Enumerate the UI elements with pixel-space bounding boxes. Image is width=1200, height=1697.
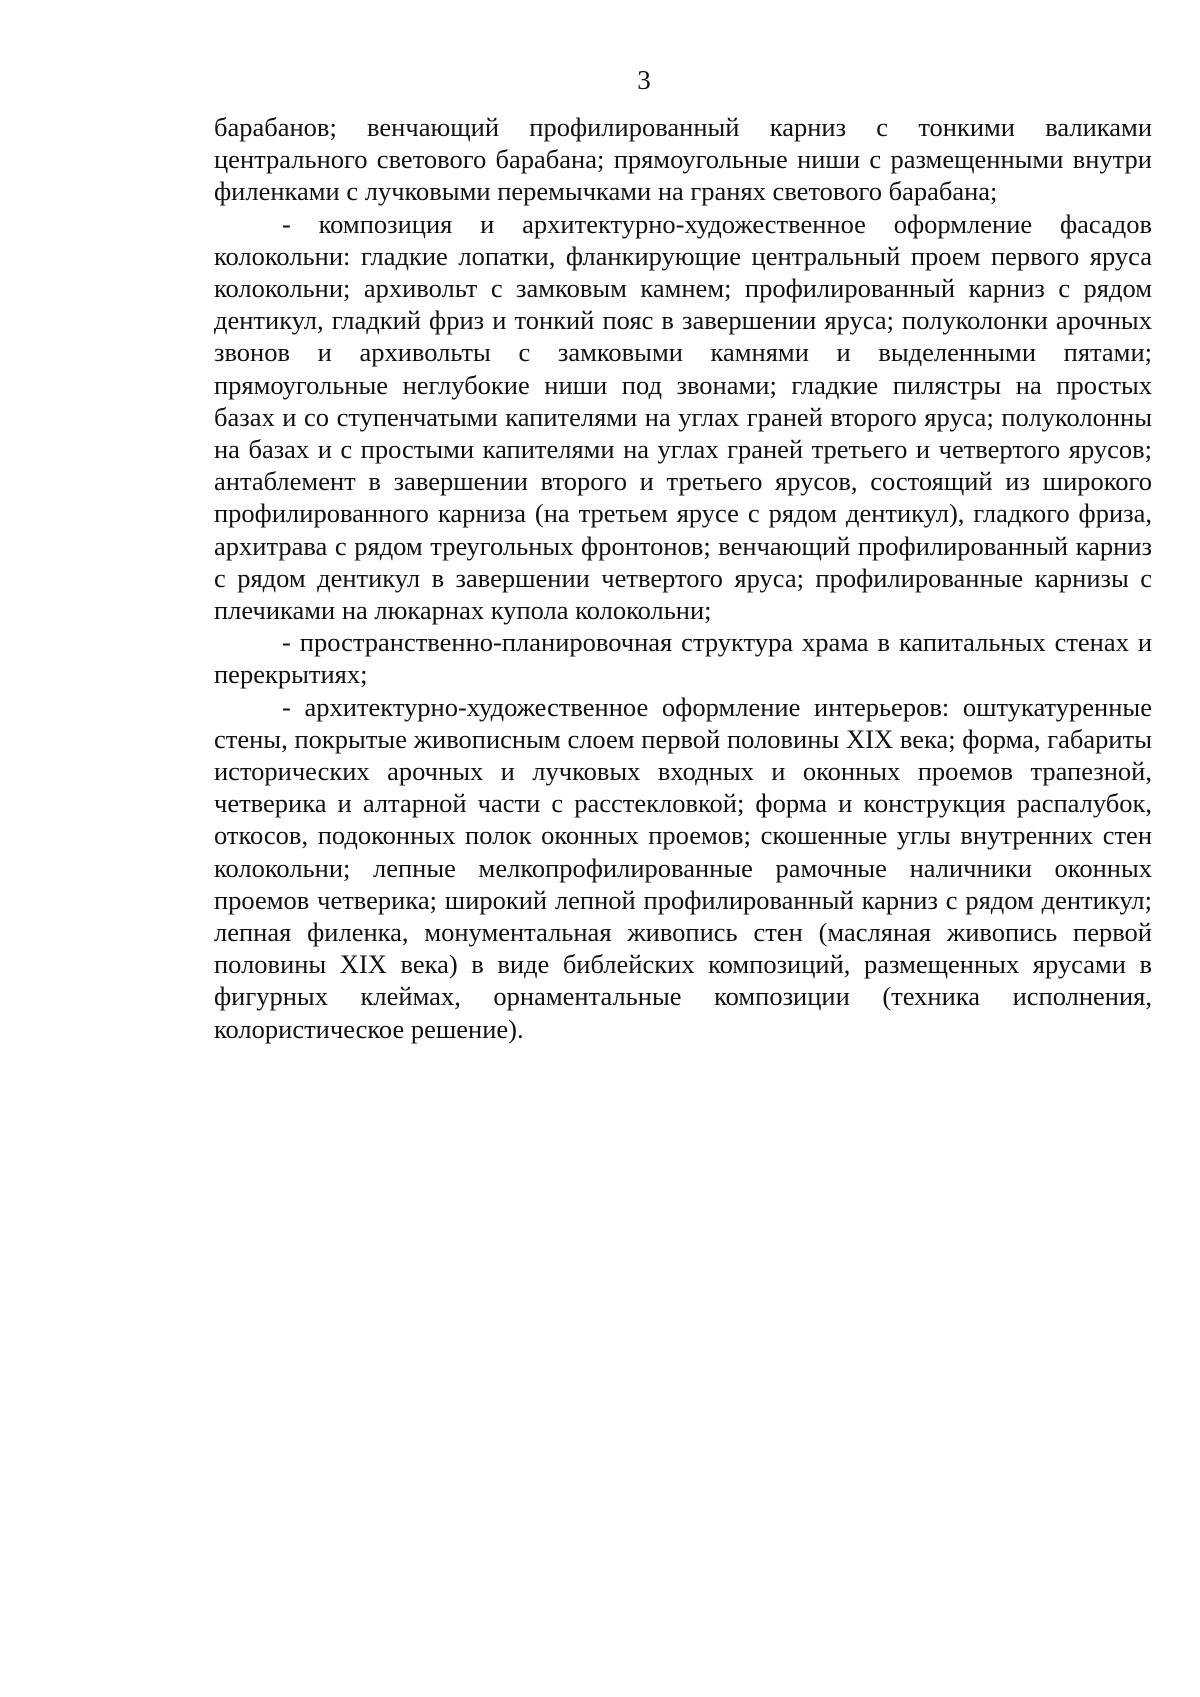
paragraph-drums: барабанов; венчающий профилированный карниз с тонкими валиками центрального светового барабана; прямоугольные ниши с размещенными внутри филенками с лучковыми перемычками на гранях светового барабана; [214, 112, 1152, 207]
page-number: 3 [637, 65, 651, 95]
paragraph-bell-tower-facades: - композиция и архитектурно-художественное оформление фасадов колокольни: гладкие лопатки, фланкирующие центральный проем первого яруса колокольни; архивольт с замковым камнем; профилированный карниз с рядом дентикул, гладкий фриз и тонкий пояс в завершении яруса; полуколонки арочных звонов и архивольты с замковыми камнями и выделенными пятами; прямоугольные неглубокие ниши под звонами; гладкие пилястры на простых базах и со ступенчатыми капителями на углах граней второго яруса; полуколонны на базах и с простыми капителями на углах граней третьего и четвертого ярусов; антаблемент в завершении второго и третьего ярусов, состоящий из широкого профилированного карниза (на третьем ярусе с рядом дентикул), гладкого фриза, архитрава с рядом треугольных фронтонов; венчающий профилированный карниз с рядом дентикул в завершении четвертого яруса; профилированные карнизы с плечиками на люкарнах купола колокольни; [214, 208, 1152, 626]
document-body [214, 111, 1152, 1045]
paragraph-spatial-structure: - пространственно-планировочная структура храма в капитальных стенах и перекрытиях; [214, 627, 1152, 690]
paragraph-interiors: - архитектурно-художественное оформление интерьеров: оштукатуренные стены, покрытые живописным слоем первой половины XIX века; форма, габариты исторических арочных и лучковых входных и оконных проемов трапезной, четверика и алтарной части с расстекловкой; форма и конструкция распалубок, откосов, подоконных полок оконных проемов; скошенные углы внутренних стен колокольни; лепные мелкопрофилированные рамочные наличники оконных проемов четверика; широкий лепной профилированный карниз с рядом дентикул; лепная филенка, монументальная живопись стен (масляная живопись первой половины XIX века) в виде библейских композиций, размещенных ярусами в фигурных клеймах, орнаментальные композиции (техника исполнения, колористическое решение). [214, 691, 1152, 1044]
